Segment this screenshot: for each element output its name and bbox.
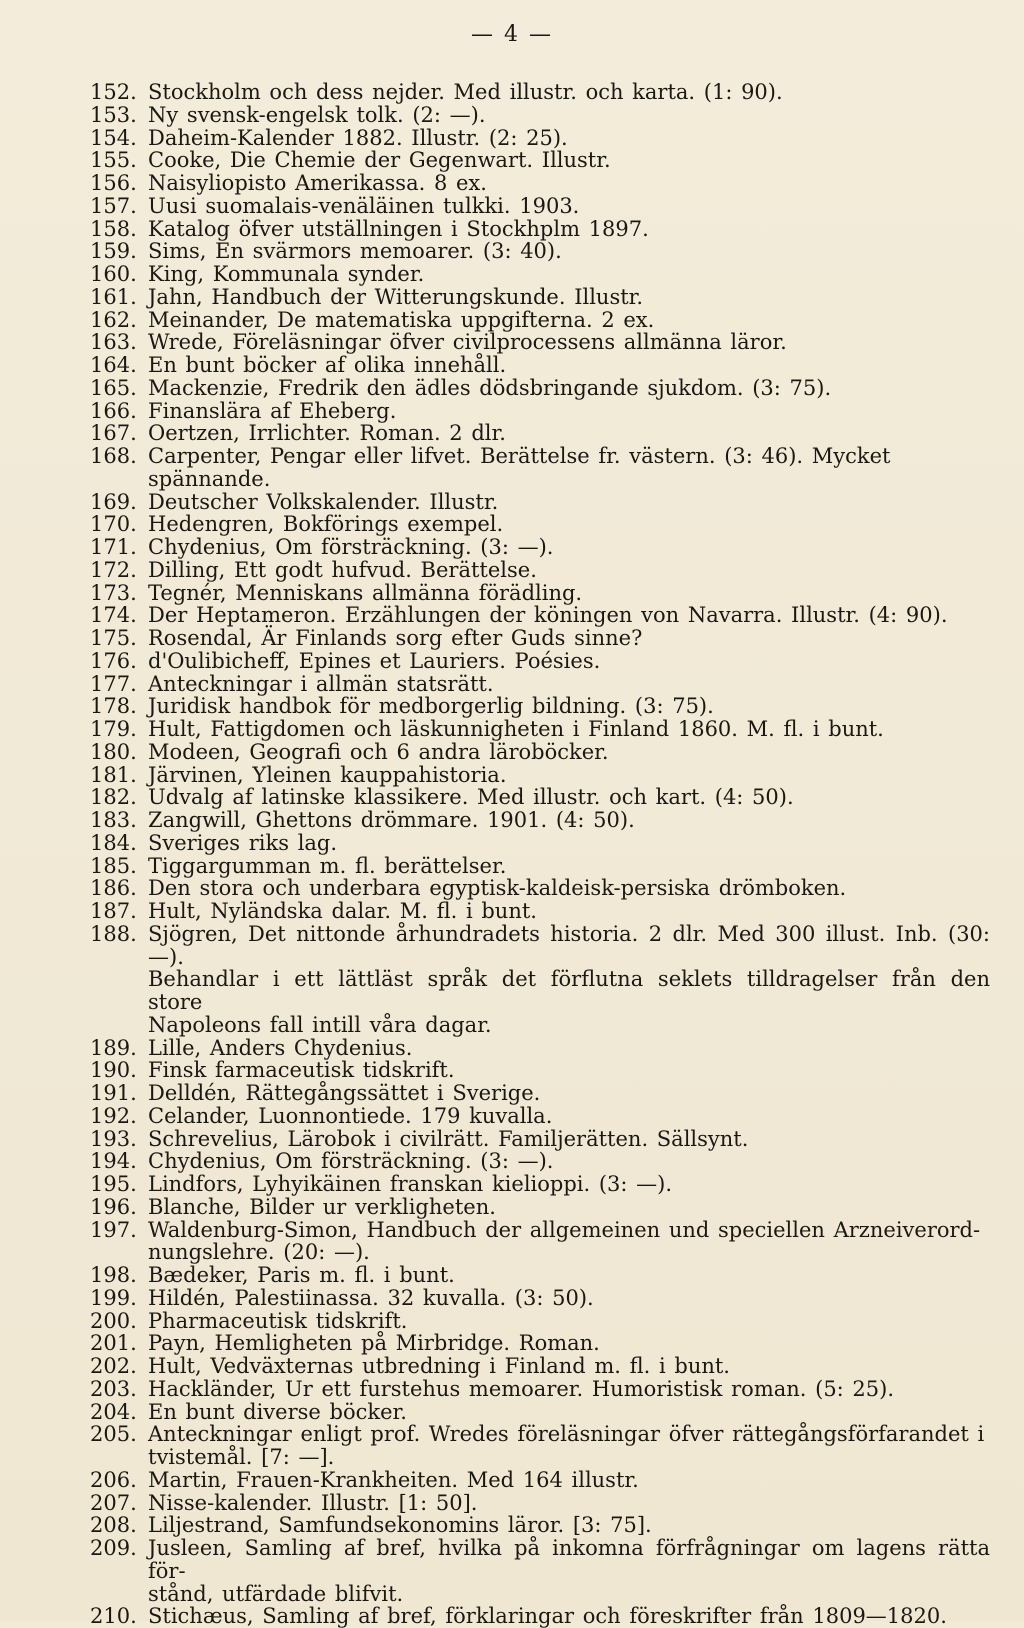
entry-text: Hildén, Palestiinassa. 32 kuvalla. (3: 50). xyxy=(148,1285,594,1310)
entry-number: 166. xyxy=(90,398,137,423)
entry-text: Bædeker, Paris m. fl. i bunt. xyxy=(148,1263,455,1287)
entry-text: Tiggargumman m. fl. berättelser. xyxy=(148,853,507,878)
entry-number: 181. xyxy=(90,762,137,787)
entry-text: Payn, Hemligheten på Mirbridge. Roman. xyxy=(148,1331,600,1356)
entry-number: 204. xyxy=(90,1399,137,1424)
catalog-entry xyxy=(90,1128,990,1151)
catalog-entry xyxy=(90,195,990,218)
catalog-entry xyxy=(90,923,990,1037)
entry-number: 199. xyxy=(90,1285,137,1310)
catalog-entry xyxy=(90,1492,990,1515)
entry-number: 161. xyxy=(90,284,137,309)
entry-text: Juridisk handbok för medborgerlig bildning. (3: 75). xyxy=(148,694,714,719)
entry-number: 183. xyxy=(90,808,137,832)
catalog-entry xyxy=(90,377,990,400)
entry-number: 189. xyxy=(90,1035,137,1060)
catalog-entry xyxy=(90,1469,990,1492)
catalog-entry xyxy=(90,559,990,582)
catalog-entry xyxy=(90,149,990,172)
catalog-entry xyxy=(90,218,990,241)
entry-text: Sveriges riks lag. xyxy=(148,830,338,855)
catalog-entry xyxy=(90,1355,990,1378)
entry-number: 159. xyxy=(90,239,137,264)
catalog-entry xyxy=(90,1059,990,1082)
entry-text: Hedengren, Bokförings exempel. xyxy=(148,512,504,537)
entry-number: 177. xyxy=(90,671,137,696)
entry-text: Jahn, Handbuch der Witterungskunde. Illustr. xyxy=(148,284,644,309)
catalog-entry xyxy=(90,1423,990,1469)
entry-number: 170. xyxy=(90,512,137,537)
entry-text: En bunt böcker af olika innehåll. xyxy=(148,353,507,377)
entry-number: 156. xyxy=(90,171,137,195)
entry-text: Tegnér, Menniskans allmänna förädling. xyxy=(148,580,583,605)
entry-text: Anteckningar enligt prof. Wredes föreläsningar öfver rättegångsförfarandet i tvistemål. [7: —]. xyxy=(148,1422,985,1469)
catalog-entry xyxy=(90,1332,990,1355)
entry-number: 202. xyxy=(90,1354,137,1378)
catalog-entry xyxy=(90,172,990,195)
entry-text: Der Heptameron. Erzählungen der köningen von Navarra. Illustr. (4: 90). xyxy=(148,603,948,628)
catalog-entry xyxy=(90,582,990,605)
entry-text: Uusi suomalais-venäläinen tulkki. 1903. xyxy=(148,193,580,218)
entry-text: Deutscher Volkskalender. Illustr. xyxy=(148,489,499,514)
entry-number: 190. xyxy=(90,1058,137,1083)
catalog-entry xyxy=(90,1082,990,1105)
entry-text: Cooke, Die Chemie der Gegenwart. Illustr. xyxy=(148,148,611,173)
entry-text: Nisse-kalender. Illustr. [1: 50]. xyxy=(148,1490,478,1515)
entry-number: 192. xyxy=(90,1103,137,1128)
entry-text: Waldenburg-Simon, Handbuch der allgemeinen und speciellen Arzneiverord- nungslehre. (20: —). xyxy=(148,1217,981,1265)
entry-number: 188. xyxy=(90,921,137,946)
catalog-entry xyxy=(90,832,990,855)
entry-text: Hackländer, Ur ett furstehus memoarer. Humoristisk roman. (5: 25). xyxy=(148,1376,895,1401)
entry-number: 167. xyxy=(90,421,137,446)
catalog-entry xyxy=(90,1037,990,1060)
entry-number: 172. xyxy=(90,557,137,582)
catalog-entry xyxy=(90,627,990,650)
entry-number: 205. xyxy=(90,1422,137,1447)
entry-number: 195. xyxy=(90,1172,137,1196)
entry-text: Den stora och underbara egyptisk-kaldeisk-persiska drömboken. xyxy=(148,876,847,901)
entry-number: 182. xyxy=(90,785,137,810)
entry-text: Rosendal, Är Finlands sorg efter Guds sinne? xyxy=(148,626,643,650)
entry-text: Martin, Frauen-Krankheiten. Med 164 illustr. xyxy=(148,1467,639,1492)
catalog-entry xyxy=(90,491,990,514)
entry-number: 200. xyxy=(90,1308,137,1333)
catalog-entry xyxy=(90,695,990,718)
entry-text: Liljestrand, Samfundsekonomins läror. [3: 75]. xyxy=(148,1513,652,1538)
entry-text: Stichæus, Samling af bref, förklaringar och föreskrifter från 1809—1820. xyxy=(148,1604,947,1628)
catalog-entry xyxy=(90,513,990,536)
entry-text: Schrevelius, Lärobok i civilrätt. Familjerätten. Sällsynt. xyxy=(148,1126,749,1151)
catalog-entry xyxy=(90,855,990,878)
entry-text: Oertzen, Irrlichter. Roman. 2 dlr. xyxy=(148,421,506,446)
catalog-entry xyxy=(90,786,990,809)
entry-number: 168. xyxy=(90,444,137,468)
entry-text: Jusleen, Samling af bref, hvilka på inkomna förfrågningar om lagens rätta för- stånd, utfärdade blifvit. xyxy=(148,1536,990,1606)
catalog-entry xyxy=(90,1537,990,1605)
catalog-entry xyxy=(90,1105,990,1128)
catalog-entry xyxy=(90,104,990,127)
entry-number: 187. xyxy=(90,899,137,923)
entry-text: Modeen, Geografi och 6 andra läroböcker. xyxy=(148,739,609,764)
entry-text: Blanche, Bilder ur verkligheten. xyxy=(148,1194,496,1219)
catalog-entry xyxy=(90,1150,990,1173)
catalog-list xyxy=(90,81,990,1628)
entry-text: Mackenzie, Fredrik den ädles dödsbringande sjukdom. (3: 75). xyxy=(148,375,832,400)
entry-text: Dilling, Ett godt hufvud. Berättelse. xyxy=(148,557,537,582)
catalog-entry xyxy=(90,286,990,309)
entry-text: Stockholm och dess nejder. Med illustr. och karta. (1: 90). xyxy=(148,80,783,104)
entry-text: Meinander, De matematiska uppgifterna. 2 ex. xyxy=(148,307,655,332)
entry-number: 152. xyxy=(90,80,137,104)
entry-text: Hult, Fattigdomen och läskunnigheten i Finland 1860. M. fl. i bunt. xyxy=(148,717,884,741)
catalog-entry xyxy=(90,1287,990,1310)
entry-number: 193. xyxy=(90,1126,137,1151)
catalog-entry xyxy=(90,240,990,263)
entry-number: 171. xyxy=(90,535,137,559)
catalog-entry xyxy=(90,309,990,332)
entry-number: 154. xyxy=(90,125,137,150)
catalog-entry xyxy=(90,127,990,150)
catalog-entry xyxy=(90,764,990,787)
catalog-entry xyxy=(90,1264,990,1287)
entry-text: Katalog öfver utställningen i Stockhplm 1897. xyxy=(148,216,649,241)
catalog-entry xyxy=(90,263,990,286)
entry-text: Daheim-Kalender 1882. Illustr. (2: 25). xyxy=(148,125,568,150)
entry-number: 197. xyxy=(90,1217,137,1242)
entry-text: Hult, Vedväxternas utbredning i Finland m. fl. i bunt. xyxy=(148,1354,730,1378)
entry-number: 155. xyxy=(90,148,137,173)
entry-number: 201. xyxy=(90,1331,137,1356)
entry-text: Finanslära af Eheberg. xyxy=(148,398,397,423)
entry-number: 176. xyxy=(90,648,137,673)
catalog-entry xyxy=(90,354,990,377)
catalog-entry xyxy=(90,400,990,423)
catalog-entry xyxy=(90,81,990,104)
entry-number: 178. xyxy=(90,694,137,719)
entry-number: 203. xyxy=(90,1376,137,1401)
entry-text: Ny svensk-engelsk tolk. (2: —). xyxy=(148,102,486,127)
entry-text: Anteckningar i allmän statsrätt. xyxy=(148,671,494,696)
catalog-entry xyxy=(90,1219,990,1265)
page-number: — 4 — xyxy=(471,22,553,47)
entry-text: d'Oulibicheff, Epines et Lauriers. Poésies. xyxy=(148,648,601,673)
entry-text: Zangwill, Ghettons drömmare. 1901. (4: 50). xyxy=(148,808,635,832)
entry-number: 206. xyxy=(90,1467,137,1492)
entry-number: 175. xyxy=(90,626,137,650)
entry-text: Chydenius, Om försträckning. (3: —). xyxy=(148,535,554,559)
entry-text: Celander, Luonnontiede. 179 kuvalla. xyxy=(148,1103,553,1128)
entry-text: Pharmaceutisk tidskrift. xyxy=(148,1308,408,1333)
entry-number: 179. xyxy=(90,717,137,741)
entry-number: 173. xyxy=(90,580,137,605)
entry-number: 185. xyxy=(90,853,137,878)
entry-text: En bunt diverse böcker. xyxy=(148,1399,407,1424)
catalog-entry xyxy=(90,422,990,445)
catalog-entry xyxy=(90,650,990,673)
entry-number: 196. xyxy=(90,1194,137,1219)
catalog-entry xyxy=(90,900,990,923)
entry-text: Wrede, Föreläsningar öfver civilprocessens allmänna läror. xyxy=(148,330,787,355)
catalog-entry xyxy=(90,673,990,696)
entry-number: 210. xyxy=(90,1604,137,1628)
entry-number: 208. xyxy=(90,1513,137,1538)
catalog-entry xyxy=(90,877,990,900)
entry-number: 165. xyxy=(90,375,137,400)
entry-number: 180. xyxy=(90,739,137,764)
catalog-entry xyxy=(90,741,990,764)
entry-text: Lille, Anders Chydenius. xyxy=(148,1035,413,1060)
entry-number: 184. xyxy=(90,830,137,855)
catalog-entry xyxy=(90,1378,990,1401)
entry-text: Delldén, Rättegångssättet i Sverige. xyxy=(148,1081,541,1105)
catalog-entry xyxy=(90,1401,990,1424)
catalog-entry xyxy=(90,809,990,832)
entry-number: 158. xyxy=(90,216,137,241)
entry-text: Sims, En svärmors memoarer. (3: 40). xyxy=(148,239,562,264)
entry-number: 198. xyxy=(90,1263,137,1287)
entry-number: 191. xyxy=(90,1081,137,1105)
entry-number: 153. xyxy=(90,102,137,127)
entry-number: 194. xyxy=(90,1149,137,1174)
entry-number: 207. xyxy=(90,1490,137,1515)
entry-text: Järvinen, Yleinen kauppahistoria. xyxy=(148,762,507,787)
entry-number: 164. xyxy=(90,353,137,377)
catalog-entry xyxy=(90,1173,990,1196)
catalog-entry xyxy=(90,445,990,491)
entry-text: Udvalg af latinske klassikere. Med illustr. och kart. (4: 50). xyxy=(148,785,794,810)
entry-text: Lindfors, Lyhyikäinen franskan kielioppi. (3: —). xyxy=(148,1172,673,1196)
entry-number: 174. xyxy=(90,603,137,628)
entry-number: 186. xyxy=(90,876,137,901)
catalog-entry xyxy=(90,718,990,741)
catalog-entry xyxy=(90,1310,990,1333)
entry-text: King, Kommunala synder. xyxy=(148,262,425,286)
entry-number: 163. xyxy=(90,330,137,355)
entry-text: Hult, Nyländska dalar. M. fl. i bunt. xyxy=(148,899,537,923)
catalog-entry xyxy=(90,1605,990,1628)
entry-number: 169. xyxy=(90,489,137,514)
catalog-entry xyxy=(90,331,990,354)
catalog-entry xyxy=(90,1196,990,1219)
entry-number: 157. xyxy=(90,193,137,218)
catalog-entry xyxy=(90,1514,990,1537)
entry-number: 160. xyxy=(90,262,137,286)
entry-text: Sjögren, Det nittonde århundradets historia. 2 dlr. Med 300 illust. Inb. (30: —). Behandlar i ett lättläst språk det förflutna seklets tilldragelser från den store Napoleons fall intill våra dagar. xyxy=(148,921,990,1037)
catalog-entry xyxy=(90,604,990,627)
entry-text: Naisyliopisto Amerikassa. 8 ex. xyxy=(148,171,487,195)
entry-text: Chydenius, Om försträckning. (3: —). xyxy=(148,1149,554,1174)
entry-text: Carpenter, Pengar eller lifvet. Berättelse fr. västern. (3: 46). Mycket spännande. xyxy=(148,444,891,491)
entry-number: 209. xyxy=(90,1536,137,1560)
entry-text: Finsk farmaceutisk tidskrift. xyxy=(148,1058,455,1083)
catalog-entry xyxy=(90,536,990,559)
entry-number: 162. xyxy=(90,307,137,332)
